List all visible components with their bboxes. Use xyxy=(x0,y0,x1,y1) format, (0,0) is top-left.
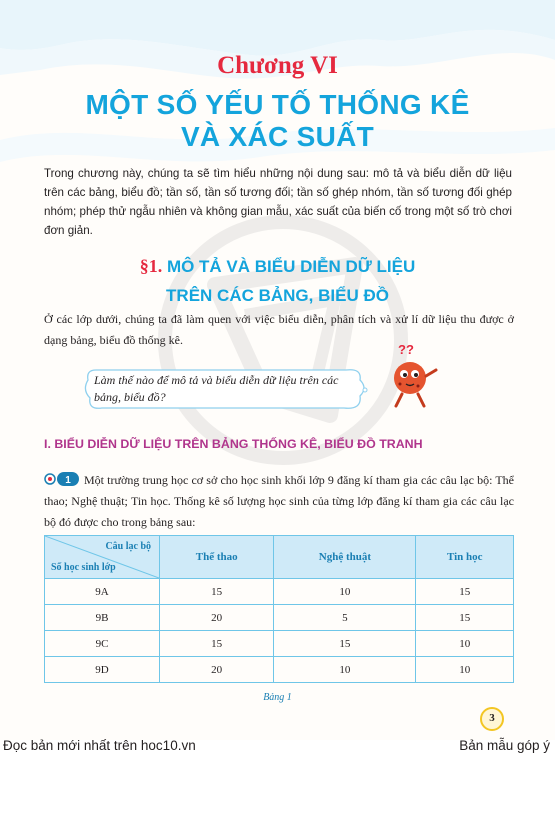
row-class-cell: 9D xyxy=(45,657,160,683)
table-cell: 10 xyxy=(274,579,416,605)
page-number-badge xyxy=(480,707,504,731)
table-row xyxy=(45,605,514,631)
chapter-title-line2: VÀ XÁC SUẤT xyxy=(180,121,375,152)
table-cell: 15 xyxy=(160,579,274,605)
table-caption: Bảng 1 xyxy=(263,692,292,703)
table-cell: 15 xyxy=(160,631,274,657)
table-row xyxy=(45,631,514,657)
activity-1 xyxy=(44,470,514,533)
section-title xyxy=(0,252,555,310)
row-class-cell: 9C xyxy=(45,631,160,657)
thinking-mascot-icon xyxy=(380,340,450,412)
table-cell: 20 xyxy=(160,657,274,683)
column-header: Nghệ thuật xyxy=(274,536,416,579)
chapter-label: Chương VI xyxy=(217,52,338,79)
chapter-intro: Trong chương này, chúng ta sẽ tìm hiểu những nội dung sau: mô tả và biểu diễn dữ liệu trên các bảng, biểu đồ; tần số, tần số tương đối; tần số ghép nhóm, tần số tương đối ghép nhóm; phép thử ngẫu nhiên và không gian mẫu, xác suất của biến cố trong một số trò chơi đơn giản. xyxy=(44,167,512,237)
row-class-cell: 9B xyxy=(45,605,160,631)
question-text: Làm thế nào để mô tả và biểu diễn dữ liệu trên các bảng, biểu đồ? xyxy=(94,373,339,404)
table-cell: 5 xyxy=(274,605,416,631)
footer-read-latest: Đọc bản mới nhất trên hoc10.vn xyxy=(3,738,196,753)
table-cell: 20 xyxy=(160,605,274,631)
section-title-line2: TRÊN CÁC BẢNG, BIỂU ĐỒ xyxy=(166,286,389,305)
table-cell: 15 xyxy=(274,631,416,657)
column-header: Thể thao xyxy=(160,536,274,579)
table-cell: 10 xyxy=(416,657,514,683)
chapter-title-line1: MỘT SỐ YẾU TỐ THỐNG KÊ xyxy=(85,89,470,120)
corner-top-label: Câu lạc bộ xyxy=(105,541,151,552)
table-cell: 10 xyxy=(274,657,416,683)
table-row xyxy=(45,657,514,683)
activity-badge-icon xyxy=(44,471,80,487)
table-cell: 10 xyxy=(416,631,514,657)
subheading: I. BIỂU DIỄN DỮ LIỆU TRÊN BẢNG THỐNG KÊ, BIỂU ĐỒ TRANH xyxy=(44,437,423,451)
table-cell: 15 xyxy=(416,579,514,605)
mascot-question-marks: ?? xyxy=(398,342,414,357)
table-cell: 15 xyxy=(416,605,514,631)
section-title-line1: MÔ TẢ VÀ BIỂU DIỄN DỮ LIỆU xyxy=(166,257,416,276)
footer-draft-feedback: Bản mẫu góp ý xyxy=(459,738,550,753)
club-registration-table xyxy=(44,535,514,683)
intro-paragraph: Ở các lớp dưới, chúng ta đã làm quen với việc biểu diễn, phân tích và xử lí dữ liệu thu được ở dạng bảng, biểu đồ thống kê. xyxy=(44,312,514,347)
chapter-title xyxy=(0,89,555,153)
corner-bottom-label: Số học sinh lớp xyxy=(51,562,116,573)
page-number: 3 xyxy=(489,712,495,724)
activity-text: Một trường trung học cơ sở cho học sinh khối lớp 9 đăng kí tham gia các câu lạc bộ: Thể thao; Nghệ thuật; Tin học. Thống kê số lượng học sinh của từng lớp đăng kí tham gia các câu lạc bộ đó được cho trong bảng sau: xyxy=(44,473,514,529)
table-row xyxy=(45,579,514,605)
column-header: Tin học xyxy=(416,536,514,579)
table-header-row xyxy=(45,536,514,579)
section-number: §1. xyxy=(139,256,163,276)
table-corner-cell xyxy=(45,536,160,579)
activity-number: 1 xyxy=(65,475,71,486)
row-class-cell: 9A xyxy=(45,579,160,605)
